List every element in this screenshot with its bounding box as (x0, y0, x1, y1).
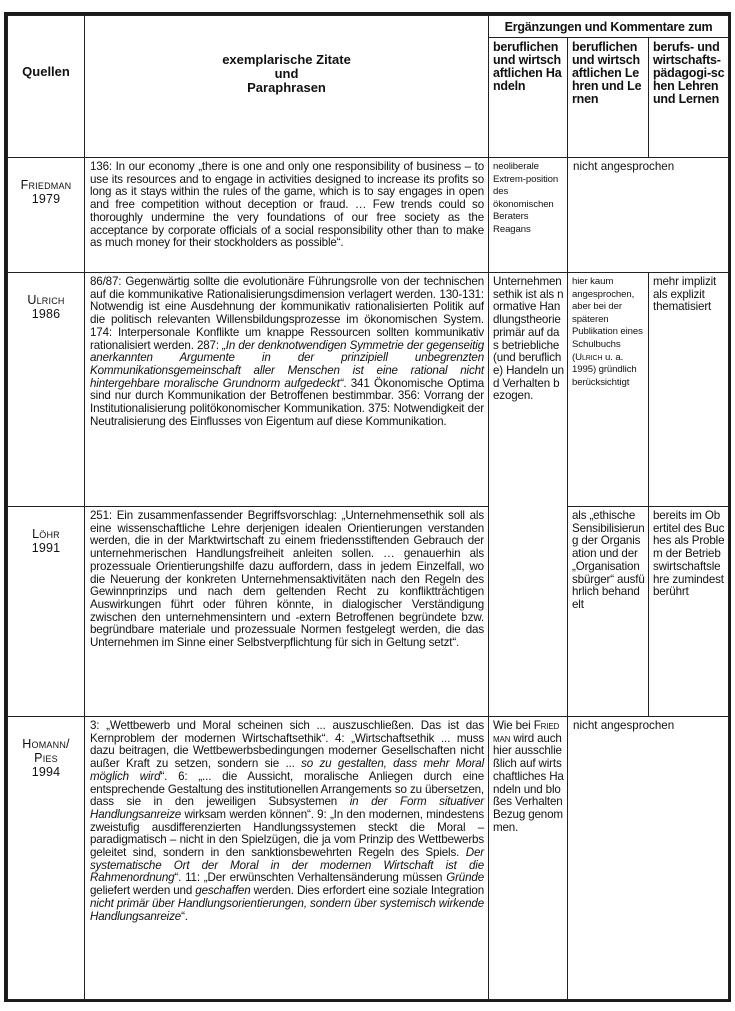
comment-pedagogy-ulrich: mehr implizit als explizit thematisiert (649, 273, 729, 507)
comment-business-friedman: neoliberale Extrem-position des ökonomischen Beraters Reagans (489, 158, 568, 273)
header-comments-group: Ergänzungen und Kommentare zum (489, 16, 729, 38)
header-col-business: beruflichen und wirtschaftlichen Handeln (489, 38, 568, 158)
header-quotes-line2: und (274, 66, 299, 81)
comment-author: Ulrich (575, 351, 603, 363)
header-col-teaching: beruflichen und wirtschaftlichen Lehren und Lernen (568, 38, 649, 158)
header-quotes (85, 16, 489, 158)
quote-text: 3: „Wettbewerb und Moral scheinen sich ... auszuschließen. Das ist das Kernproblem der modernen Wirtschaftsethik“. 4: „Wirtschaftsethik ... muss dazu beitragen, die Wettbewerbsbedingungen moderner Gesellschaften nicht außer Kraft zu setzen, sondern sie ... (90, 719, 484, 771)
quote-text: geliefert werden und (90, 884, 196, 898)
comment-pedagogy-lohr: bereits im Obertitel des Buches als Problem der Betriebswirtschaftslehre zumindest berührt (649, 507, 729, 717)
table-row-homann-pies (8, 717, 729, 1000)
comment-text: Wie bei (493, 719, 534, 732)
quote-text: . 341 Ökonomische Optima sind nur durch Kommunikation der Betroffenen bestimmbar. 356: Vorrang der Institutionalisierung politökonomischer Kommunikation. 375: Notwendigkeit der Neutralisierung des Einflusses von Eigentum auf diese Kommunikation. (90, 376, 484, 428)
quote-text: “. (181, 909, 188, 923)
comment-business-ulrich-lohr: Unternehmensethik ist als normative Handlungstheorie primär auf das betriebliche (und berufliche) Handeln und Verhalten bezogen. (489, 273, 568, 717)
comment-teaching-homann-pies: nicht angesprochen (568, 717, 729, 1000)
comment-business-homann-pies (489, 717, 568, 1000)
header-sources: Quellen (8, 16, 85, 158)
source-friedman (8, 158, 85, 273)
header-quotes-line3: Paraphrasen (247, 80, 326, 95)
source-author: Homann/ (22, 737, 70, 751)
header-quotes-line1: exemplarische Zitate (222, 52, 351, 67)
comment-teaching-ulrich (568, 273, 649, 507)
table-row-lohr (8, 507, 729, 717)
table-row-friedman (8, 158, 729, 273)
quote-italic: nicht primär über Handlungsorientierungen, sondern über systemisch wirkende Handlungsanreize (90, 896, 484, 923)
quote-text: wirksam werden können“. 9: „In den modernen, mindestens zweistufig ausdifferenzierten Handlungssystemen steckt die Moral – paradigmatisch – nicht in den Spielzügen, die ja vom Prinzip des Wettbewerbs geleitet sind, sondern in den sanktionsbewehrten Regeln des Spiels. (90, 807, 484, 860)
quote-homann-pies (85, 717, 489, 1000)
comment-text: hier kaum angesprochen, aber bei der späteren Publikation eines Schulbuchs ( (572, 276, 643, 363)
quote-italic: Der systematische Ort der Moral in der modernen Wirtschaft ist die Rahmenordnung (90, 846, 484, 885)
source-year: 1994 (31, 765, 61, 779)
source-year: 1991 (31, 541, 61, 555)
source-author-2: Pies (34, 751, 58, 765)
quote-text: 86/87: Gegenwärtig sollte die evolutionäre Führungsrolle von der technischen auf die kommunikative Rationalisierungsdimension verlagert werden. 130-131: Notwendig ist eine Ausdehnung der kommunikativ rationalisierten Politik auf die politisch relevanten Willensbildungsprozesse im ökonomischen System. 174: Interpersonale Konflikte um knappe Ressourcen sollten kommunikativ rationalisiert werden. 287: (90, 275, 484, 352)
source-author: Ulrich (27, 293, 65, 307)
quote-ulrich (85, 273, 489, 507)
quote-friedman: 136: In our economy „there is one and only one responsibility of business – to use its resources and to engage in activities designed to increase its profits so long as it stays within the rules of the game, which is to say engages in open and free competition without deception or fraud. … Few trends could so thoroughly undermine the very foundations of our free society as the acceptance by corporate officials of a social responsibility other than to make as much money for their stockholders as possible“. (85, 158, 489, 273)
source-author: Löhr (32, 527, 60, 541)
source-author: Friedman (20, 178, 72, 192)
quote-italic: „In der denknotwendigen Symmetrie der gegenseitig anerkannten Argumente in der prinzipiell unbegrenzten Kommunikationsgemeinschaft aller Menschen ist eine rational nicht hintergehbare moralische Grundnorm aufgedeckt“ (90, 338, 484, 390)
header-col-pedagogy: berufs- und wirtschafts-pädagogi-schen Lehren und Lernen (649, 38, 729, 158)
source-lohr (8, 507, 85, 717)
comment-text: u. a. 1995) gründlich berücksichtigt (572, 351, 637, 388)
source-homann-pies (8, 717, 85, 1000)
quote-text: werden. Dies erfordert eine soziale Integration (250, 884, 484, 898)
comparison-table-frame (4, 12, 731, 1002)
header-row-group (8, 16, 729, 38)
quote-italic: geschaffen (195, 884, 251, 898)
comment-teaching-lohr: als „ethische Sensibilisierung der Organisation und der „Organisationsbürger“ ausführlich behandelt (568, 507, 649, 717)
comment-teaching-friedman: nicht angesprochen (568, 158, 729, 273)
quote-lohr: 251: Ein zusammenfassender Begriffsvorschlag: „Unternehmensethik soll als eine wissenschaftliche Lehre derjenigen idealen Orientierungen verstanden werden, die in der Marktwirtschaft zu einem friedensstiftenden Gebrauch der unternehmerischen Handlungsfreiheit anleiten sollen. … genauerhin als prozessuale Orientierungshilfe dazu auffordern, dass in jedem Einzelfall, wo die Neuerung der konkreten Unternehmensaktivitäten nach den Regeln des Gewinnprinzips und nach dem geltenden Recht zu konfliktträchtigen Auswirkungen führt oder führen könnte, in dialogischer Verständigung zwischen den unternehmensintern und -extern Betroffenen begründete bzw. begründbare materiale und prozessuale Normen festgelegt werden, die das Unternehmen im Sinne einer Selbstverpflichtung für sich in Geltung setzt“. (85, 507, 489, 717)
ethics-sources-table (7, 15, 729, 1000)
quote-text: “. 11: „Der erwünschten Verhaltensänderung müssen (174, 871, 447, 885)
source-year: 1986 (31, 307, 61, 321)
quote-text: “. 6: „... die Aussicht, moralische Anliegen durch eine entsprechende Gestaltung des institutionellen Arrangements so zu übersetzen, dass sie in den jeweiligen Subsystemen (90, 769, 484, 809)
table-row-ulrich (8, 273, 729, 507)
quote-italic: Gründe (446, 871, 484, 885)
source-year: 1979 (31, 192, 61, 206)
source-ulrich (8, 273, 85, 507)
comment-text: wird auch hier ausschließlich auf wirtschaftliches Handeln und bloßes Verhalten Bezug genommen. (493, 731, 564, 834)
quote-italic: so zu gestalten, dass mehr Moral möglich wird (90, 757, 484, 783)
comment-author: Friedman (493, 719, 560, 745)
quote-italic: in der Form situativer Handlungsanreize (90, 795, 485, 821)
